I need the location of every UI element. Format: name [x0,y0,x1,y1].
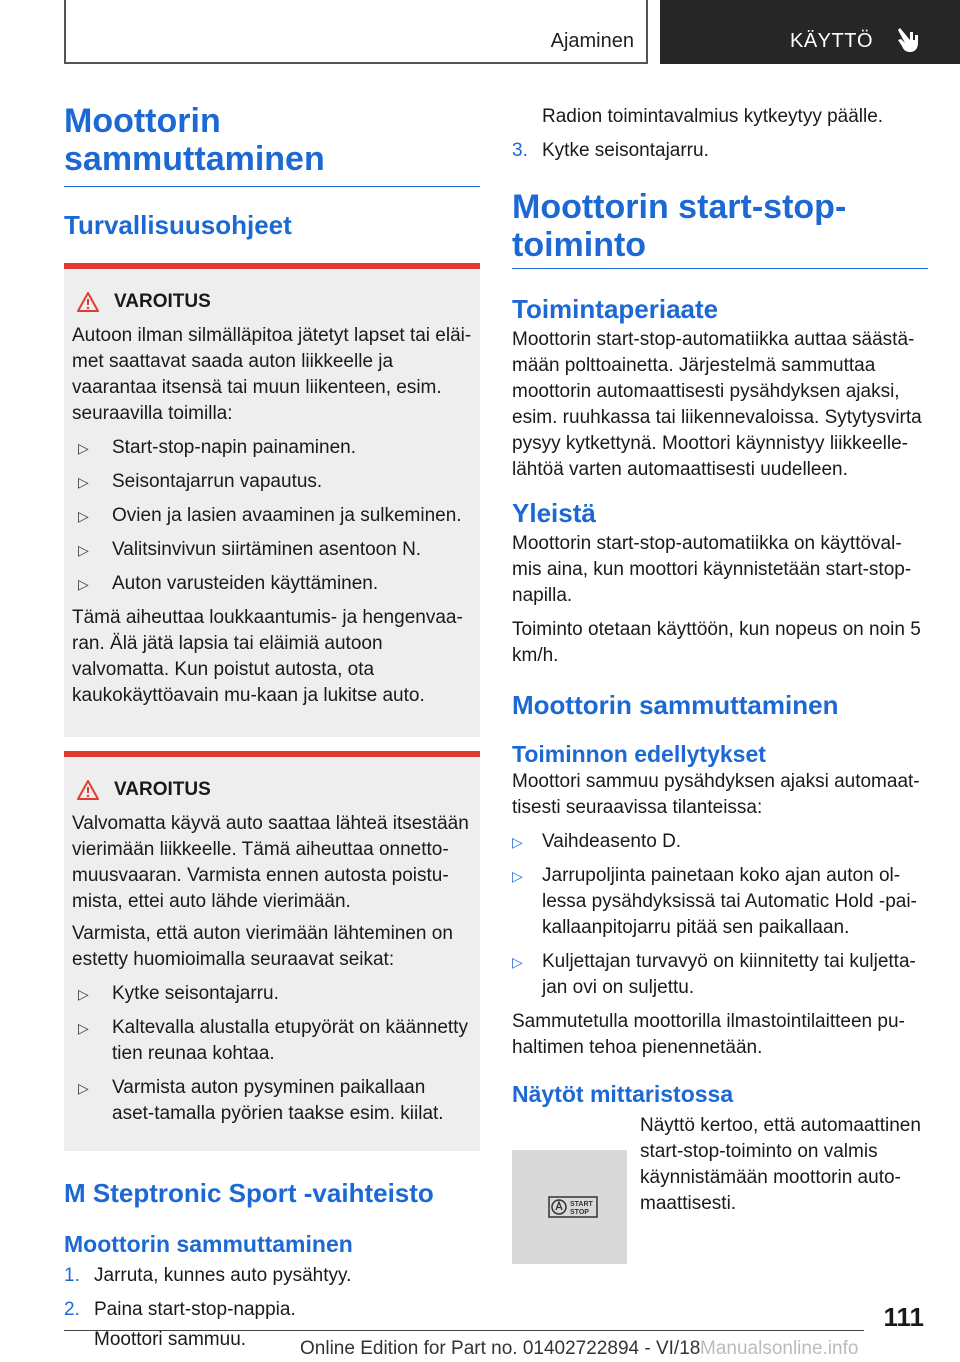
display-text: Näyttö kertoo, että automaattinen start-stop-toiminto on valmis käynnistämään moottorin auto-maattisesti. [640,1115,921,1214]
list-item: ▷ Valitsinvivun siirtäminen asentoon N. [78,539,422,560]
safety-heading: Turvallisuusohjeet [64,210,292,240]
warning-triangle-icon [76,779,100,801]
list-item: ▷ Kuljettajan turvavyö on kiinnitetty tai kuljetta-jan ovi on suljettu. [512,951,916,998]
displays-heading: Näytöt mittaristossa [512,1081,734,1107]
start-stop-title: Moottorin start-stop-toiminto [512,188,847,264]
general-text: Moottorin start-stop-automatiikka on käyttöval-mis aina, kun moottori käynnistetään start-stop-napilla. [512,533,912,606]
step-item: 1. Jarruta, kunnes auto pysähtyy. [64,1265,352,1286]
edition-text: Online Edition for Part no. 01402722894 - VI/18 [300,1338,701,1359]
warning-text: Varmista, että auton vierimään lähteminen on estetty huomioimalla seuraavat seikat: [72,923,453,970]
stop-label: STOP [570,1209,589,1216]
right-column [512,104,928,1217]
steptronic-heading: M Steptronic Sport -vaihteisto [64,1178,434,1208]
warning-box-2 [64,751,480,1151]
shutdown-subheading: Moottorin sammuttaminen [64,1231,353,1257]
start-stop-indicator-icon [548,1196,598,1218]
ac-text: Sammutetulla moottorilla ilmastointilaitteen pu-haltimen tehoa pienennetään. [512,1011,905,1058]
general-heading: Yleistä [512,498,596,528]
warning-text: Valvomatta käyvä auto saattaa lähteä itsestään vierimään liikkeelle. Tämä aiheuttaa onnetto-muusvaaran. Varmista ennen autosta poistu-mista, ettei auto lähde vierimään. [72,813,469,912]
principle-text: Moottorin start-stop-automatiikka auttaa säästä-mään polttoainetta. Järjestelmä sammuttaa moottorin automaattisesti pysähdyksen ajaksi, esim. ruuhkassa tai liikennevaloissa. Sytytysvirta pysyy kytkettynä. Moottori käynnistyy liikkeelle-lähtöä varten automaattisesti uudelleen. [512,329,922,480]
footer-divider [64,1330,864,1331]
principle-heading: Toimintaperiaate [512,294,719,324]
warning-label: VAROITUS [114,291,211,312]
list-item: ▷ Varmista auton pysyminen paikallaan aset-tamalla pyörien taakse esim. kiilat. [78,1077,444,1124]
page-title: Moottorin sammuttaminen [64,102,325,178]
list-item: ▷ Kytke seisontajarru. [78,983,279,1004]
conditions-subheading: Toiminnon edellytykset [512,741,766,767]
general-text: Toiminto otetaan käyttöön, kun nopeus on noin 5 km/h. [512,619,921,666]
list-item: ▷ Kaltevalla alustalla etupyörät on käännetty tien reunaa kohtaa. [78,1017,468,1064]
warning-text: Autoon ilman silmälläpitoa jätetyt lapset tai eläi-met saattavat saada auton liikkeelle ja vaarantaa itsensä tai muun liikenteen, esim. seuraavilla toimilla: [72,325,472,424]
warning-box-1 [64,263,480,737]
step-item: 3. Kytke seisontajarru. [512,140,709,161]
conditions-text: Moottori sammuu pysähdyksen ajaksi automaat-tisesti seuraavissa tilanteissa: [512,771,920,818]
start-label: START [570,1201,593,1208]
left-column [64,102,480,1353]
watermark-text: Manualsonline.info [700,1338,859,1359]
chapter-label: KÄYTTÖ [790,30,874,52]
chapter-tab[interactable] [660,0,960,64]
list-item: ▷ Ovien ja lasien avaaminen ja sulkeminen. [78,505,462,526]
list-item: ▷ Seisontajarrun vapautus. [78,471,323,492]
list-item: ▷ Vaihdeasento D. [512,831,682,852]
pointing-hand-icon [896,26,922,54]
shutdown-heading: Moottorin sammuttaminen [512,690,839,720]
list-item: ▷ Auton varusteiden käyttäminen. [78,573,379,594]
warning-label: VAROITUS [114,779,211,800]
step-item: 2. Paina start-stop-nappia. [64,1299,296,1320]
continued-text: Radion toimintavalmius kytkeytyy päälle. [542,106,884,127]
start-stop-display-image [512,1150,627,1264]
list-item: ▷ Jarrupoljinta painetaan koko ajan auton ol-lessa pysähdyksissä tai Automatic Hold -pai-kallaanpitojarru pitää sen paikallaan. [512,865,917,938]
list-item: ▷ Start-stop-napin painaminen. [78,437,356,458]
warning-text: Tämä aiheuttaa loukkaantumis- ja hengenvaa-ran. Älä jätä lapsia tai eläimiä autoon valvomatta. Kun poistut autosta, ota kaukokäyttöavain mu-kaan ja lukitse auto. [72,607,463,706]
warning-triangle-icon [76,291,100,313]
page-number: 111 [883,1302,924,1332]
step-result: Moottori sammuu. [94,1329,247,1350]
section-label: Ajaminen [550,30,634,52]
